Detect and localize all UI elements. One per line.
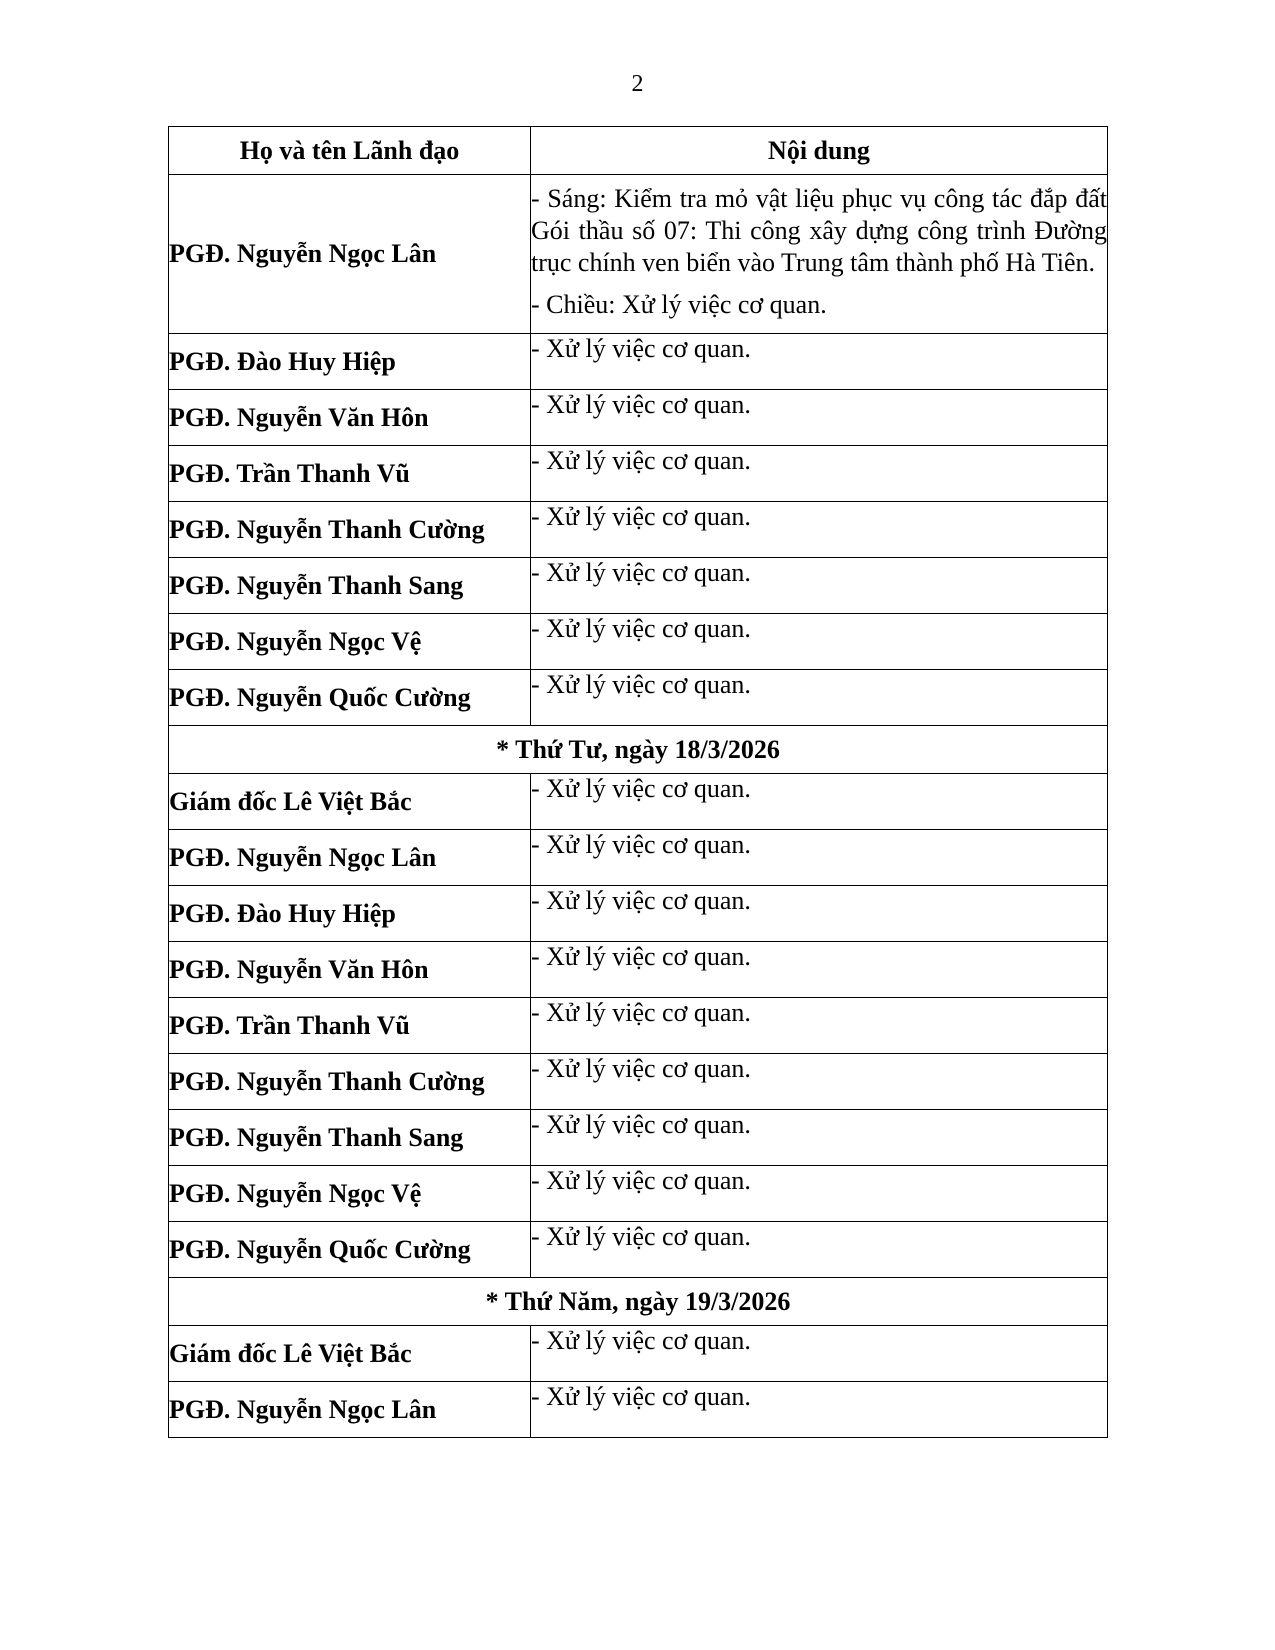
- leader-content: [531, 334, 1108, 390]
- leader-content: [531, 774, 1108, 830]
- leader-content: [531, 502, 1108, 558]
- leader-name: PGĐ. Nguyễn Quốc Cường: [169, 1222, 531, 1278]
- leader-content: [531, 1110, 1108, 1166]
- leader-name: PGĐ. Nguyễn Ngọc Lân: [169, 1382, 531, 1438]
- table-row: [169, 390, 1108, 446]
- content-line: - Xử lý việc cơ quan.: [531, 446, 751, 475]
- content-line: - Xử lý việc cơ quan.: [531, 334, 751, 363]
- leader-content: [531, 446, 1108, 502]
- leader-name: PGĐ. Nguyễn Thanh Cường: [169, 502, 531, 558]
- leader-name: PGĐ. Nguyễn Ngọc Lân: [169, 830, 531, 886]
- content-line: - Xử lý việc cơ quan.: [531, 1382, 751, 1411]
- table-row: [169, 175, 1108, 334]
- table-row: [169, 1382, 1108, 1438]
- leader-content: [531, 614, 1108, 670]
- page-number: 2: [631, 71, 644, 97]
- day-heading-row: [169, 1278, 1108, 1326]
- leader-content: [531, 670, 1108, 726]
- leader-content: [531, 942, 1108, 998]
- leader-name: PGĐ. Nguyễn Quốc Cường: [169, 670, 531, 726]
- table-row: [169, 1222, 1108, 1278]
- leader-name: PGĐ. Nguyễn Ngọc Vệ: [169, 614, 531, 670]
- table-row: [169, 614, 1108, 670]
- table-row: [169, 830, 1108, 886]
- day-heading: * Thứ Năm, ngày 19/3/2026: [169, 1278, 1108, 1326]
- table-row: [169, 1110, 1108, 1166]
- leader-name: PGĐ. Nguyễn Văn Hôn: [169, 942, 531, 998]
- leader-content: [531, 998, 1108, 1054]
- leader-content: [531, 830, 1108, 886]
- leader-name: PGĐ. Đào Huy Hiệp: [169, 334, 531, 390]
- content-line: - Xử lý việc cơ quan.: [531, 1222, 751, 1251]
- table-row: [169, 1326, 1108, 1382]
- content-line: - Xử lý việc cơ quan.: [531, 942, 751, 971]
- table-body: [169, 175, 1108, 1438]
- leader-name: PGĐ. Nguyễn Thanh Sang: [169, 558, 531, 614]
- content-line: - Xử lý việc cơ quan.: [531, 1110, 751, 1139]
- content-line: - Xử lý việc cơ quan.: [531, 1054, 751, 1083]
- leader-name: PGĐ. Đào Huy Hiệp: [169, 886, 531, 942]
- leader-content: [531, 886, 1108, 942]
- leader-content: [531, 558, 1108, 614]
- leader-name: PGĐ. Nguyễn Ngọc Lân: [169, 175, 531, 334]
- table-row: [169, 886, 1108, 942]
- content-line: - Xử lý việc cơ quan.: [531, 614, 751, 643]
- leader-content: [531, 390, 1108, 446]
- day-heading: * Thứ Tư, ngày 18/3/2026: [169, 726, 1108, 774]
- table-row: [169, 334, 1108, 390]
- table-row: [169, 502, 1108, 558]
- table-row: [169, 998, 1108, 1054]
- table-row: [169, 558, 1108, 614]
- leader-content: [531, 1382, 1108, 1438]
- content-line: - Xử lý việc cơ quan.: [531, 886, 751, 915]
- leader-name: PGĐ. Trần Thanh Vũ: [169, 446, 531, 502]
- leader-name: Giám đốc Lê Việt Bắc: [169, 774, 531, 830]
- leader-content: [531, 175, 1108, 334]
- table-row: [169, 942, 1108, 998]
- leader-name: PGĐ. Nguyễn Ngọc Vệ: [169, 1166, 531, 1222]
- content-line: - Xử lý việc cơ quan.: [531, 390, 751, 419]
- content-line: - Sáng: Kiểm tra mỏ vật liệu phục vụ công tác đắp đất Gói thầu số 07: Thi công xây dựng công trình Đường trục chính ven biển vào Trung tâm thành phố Hà Tiên.: [531, 184, 1107, 277]
- header-leader-name: Họ và tên Lãnh đạo: [169, 127, 531, 175]
- table-row: [169, 1054, 1108, 1110]
- content-line: - Xử lý việc cơ quan.: [531, 558, 751, 587]
- leader-name: PGĐ. Nguyễn Thanh Sang: [169, 1110, 531, 1166]
- leader-content: [531, 1326, 1108, 1382]
- leader-content: [531, 1166, 1108, 1222]
- leader-content: [531, 1222, 1108, 1278]
- leader-name: PGĐ. Trần Thanh Vũ: [169, 998, 531, 1054]
- content-line: - Xử lý việc cơ quan.: [531, 774, 751, 803]
- content-line: - Xử lý việc cơ quan.: [531, 1166, 751, 1195]
- header-content: Nội dung: [531, 127, 1108, 175]
- content-line: - Xử lý việc cơ quan.: [531, 830, 751, 859]
- content-line: - Chiều: Xử lý việc cơ quan.: [531, 290, 827, 319]
- schedule-table: [168, 126, 1108, 1438]
- table-row: [169, 774, 1108, 830]
- leader-name: PGĐ. Nguyễn Thanh Cường: [169, 1054, 531, 1110]
- table-header: [169, 127, 1108, 175]
- content-line: - Xử lý việc cơ quan.: [531, 502, 751, 531]
- leader-name: Giám đốc Lê Việt Bắc: [169, 1326, 531, 1382]
- table-row: [169, 446, 1108, 502]
- leader-content: [531, 1054, 1108, 1110]
- table-row: [169, 670, 1108, 726]
- table-row: [169, 1166, 1108, 1222]
- day-heading-row: [169, 726, 1108, 774]
- content-line: - Xử lý việc cơ quan.: [531, 998, 751, 1027]
- content-line: - Xử lý việc cơ quan.: [531, 670, 751, 699]
- leader-name: PGĐ. Nguyễn Văn Hôn: [169, 390, 531, 446]
- content-line: - Xử lý việc cơ quan.: [531, 1326, 751, 1355]
